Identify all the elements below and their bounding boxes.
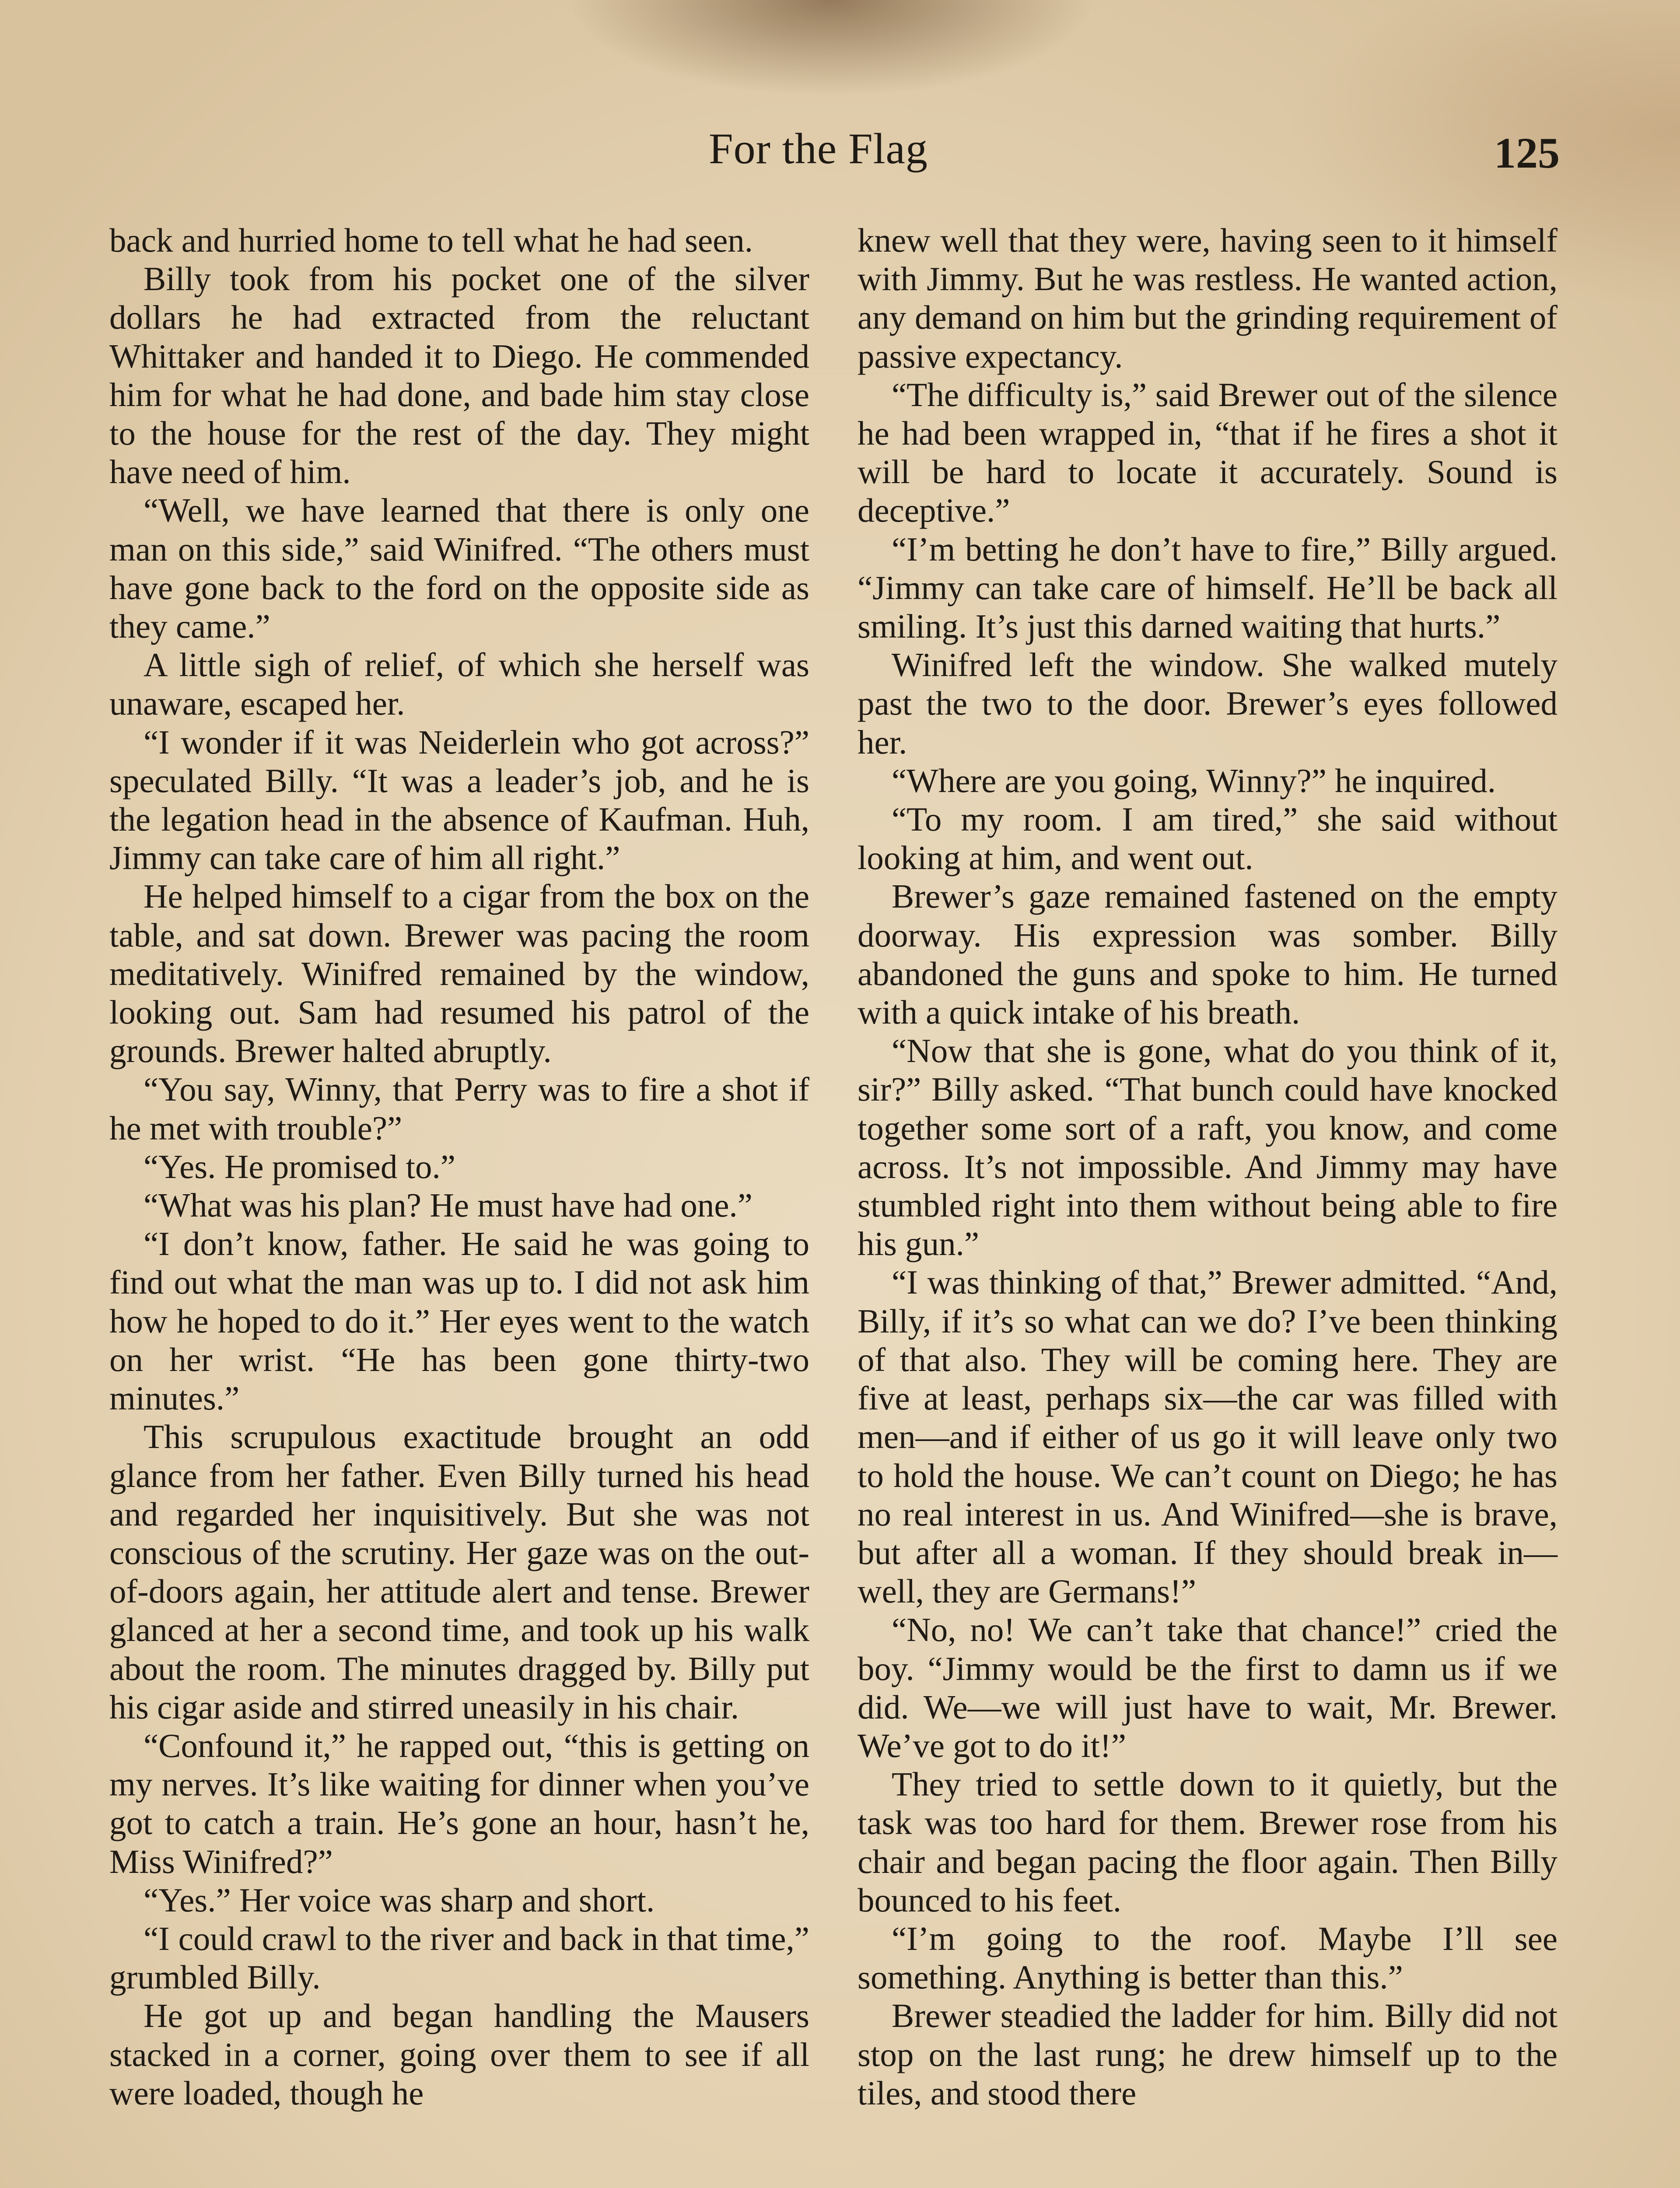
paragraph: “I don’t know, father. He said he was going to find out what the man was up to. I did not ask him how he hoped to do it.” Her eyes went to the watch on her wrist. “He has been gone thirty-two minutes.” [109,1225,809,1417]
paragraph: “The difficulty is,” said Brewer out of the silence he had been wrapped in, “that if he fires a shot it will be hard to locate it accurately. Sound is deceptive.” [858,375,1558,529]
paragraph: back and hurried home to tell what he had seen. [109,221,753,259]
paragraph: Brewer steadied the ladder for him. Billy did not stop on the last rung; he drew himself up to the tiles, and stood there [858,1997,1558,2112]
paragraph: “Now that she is gone, what do you think of it, sir?” Billy asked. “That bunch could have knocked together some sort of a raft, you know, and come across. It’s not impossible. And Jimmy may have stumbled right into them without being able to fire his gun.” [858,1032,1558,1263]
paragraph: knew well that they were, having seen to it himself with Jimmy. But he was restless. He wanted action, any demand on him but the grinding requirement of passive expectancy. [858,221,1558,375]
paragraph: He got up and began handling the Mausers stacked in a corner, going over them to see if all were loaded, though he [109,1997,809,2112]
paragraph: This scrupulous exactitude brought an odd glance from her father. Even Billy turned his head and regarded her inquisitively. But she was not conscious of the scrutiny. Her gaze was on the out-of-doors again, her attitude alert and tense. Brewer glanced at her a second time, and took up his walk about the room. The minutes dragged by. Billy put his cigar aside and stirred uneasily in his chair. [109,1418,809,1726]
paragraph: “No, no! We can’t take that chance!” cried the boy. “Jimmy would be the first to damn us if we did. We—we will just have to wait, Mr. Brewer. We’ve got to do it!” [858,1611,1558,1764]
right-text-column [858,221,1558,2112]
paragraph: They tried to settle down to it quietly, but the task was too hard for them. Brewer rose from his chair and began pacing the floor again. Then Billy bounced to his feet. [858,1765,1558,1919]
paragraph: “I was thinking of that,” Brewer admitted. “And, Billy, if it’s so what can we do? I’ve been thinking of that also. They will be coming here. They are five at least, perhaps six—the car was filled with men—and if either of us go it will leave only two to hold the house. We can’t count on Diego; he has no real interest in us. And Winifred—she is brave, but after all a woman. If they should break in—well, they are Germans!” [858,1263,1558,1610]
paragraph: “Confound it,” he rapped out, “this is getting on my nerves. It’s like waiting for dinner when you’ve got to catch a train. He’s gone an hour, hasn’t he, Miss Winifred?” [109,1726,809,1880]
left-text-column [109,221,809,2112]
paragraph: “Yes.” Her voice was sharp and short. [144,1881,655,1919]
paragraph: A little sigh of relief, of which she herself was unaware, escaped her. [109,646,809,722]
paragraph: “What was his plan? He must have had one.” [144,1186,752,1224]
paragraph: “I’m betting he don’t have to fire,” Billy argued. “Jimmy can take care of himself. He’ll be back all smiling. It’s just this darned waiting that hurts.” [858,530,1558,645]
page-number: 125 [1494,129,1560,177]
paragraph: Billy took from his pocket one of the silver dollars he had extracted from the reluctant Whittaker and handed it to Diego. He commended him for what he had done, and bade him stay close to the house for the rest of the day. They might have need of him. [109,260,809,491]
paragraph: Brewer’s gaze remained fastened on the empty doorway. His expression was somber. Billy abandoned the guns and spoke to him. He turned with a quick intake of his breath. [858,877,1558,1031]
paragraph: “I wonder if it was Neiderlein who got across?” speculated Billy. “It was a leader’s job, and he is the legation head in the absence of Kaufman. Huh, Jimmy can take care of him all right.” [109,723,809,877]
paragraph: “I could crawl to the river and back in that time,” grumbled Billy. [109,1919,809,1996]
paragraph: “Where are you going, Winny?” he inquired. [892,761,1496,799]
paragraph: “Yes. He promised to.” [144,1147,455,1185]
paragraph: He helped himself to a cigar from the box on the table, and sat down. Brewer was pacing the room meditatively. Winifred remained by the window, looking out. Sam had resumed his patrol of the grounds. Brewer halted abruptly. [109,877,809,1070]
paragraph: Winifred left the window. She walked mutely past the two to the door. Brewer’s eyes followed her. [858,646,1558,761]
paragraph: “To my room. I am tired,” she said without looking at him, and went out. [858,800,1558,877]
paragraph: “I’m going to the roof. Maybe I’ll see something. Anything is better than this.” [858,1919,1558,1996]
paragraph: “You say, Winny, that Perry was to fire a shot if he met with trouble?” [109,1070,809,1147]
running-head-title: For the Flag [709,124,928,173]
paragraph: “Well, we have learned that there is only one man on this side,” said Winifred. “The others must have gone back to the ford on the opposite side as they came.” [109,491,809,645]
